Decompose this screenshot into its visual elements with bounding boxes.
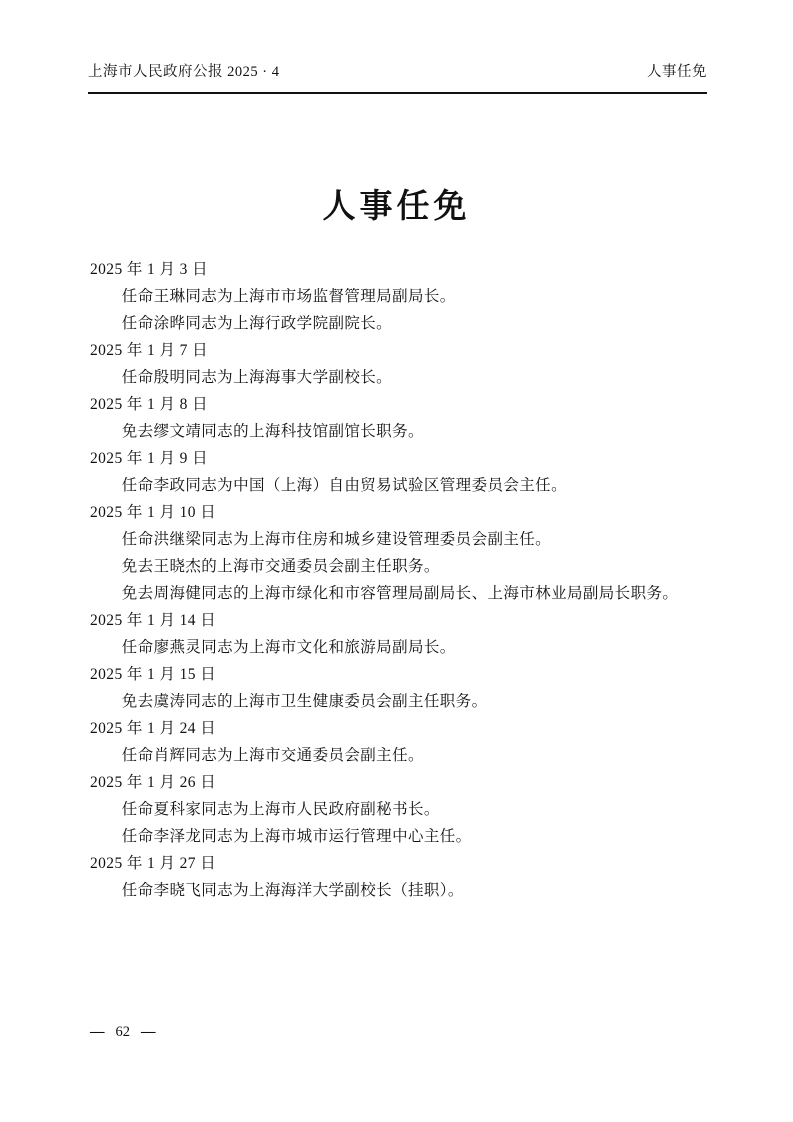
- date-line: 2025 年 1 月 7 日: [90, 342, 208, 359]
- appointments-list: [90, 256, 713, 904]
- date-line: 2025 年 1 月 9 日: [90, 450, 208, 467]
- date-line: 2025 年 1 月 14 日: [90, 612, 217, 629]
- footer-left-dash: —: [90, 1024, 105, 1040]
- appointment-line: 任命李政同志为中国（上海）自由贸易试验区管理委员会主任。: [121, 477, 567, 494]
- appointment-line: 任命殷明同志为上海海事大学副校长。: [121, 369, 393, 386]
- appointment-line: 免去虞涛同志的上海市卫生健康委员会副主任职务。: [121, 693, 488, 710]
- date-line: 2025 年 1 月 27 日: [90, 855, 217, 872]
- date-line: 2025 年 1 月 26 日: [90, 774, 217, 791]
- appointment-line: 任命王琳同志为上海市市场监督管理局副局长。: [121, 288, 456, 305]
- appointment-line: 免去缪文靖同志的上海科技馆副馆长职务。: [121, 423, 424, 440]
- page-footer: [90, 1024, 156, 1041]
- header-publication-title: 上海市人民政府公报 2025 · 4: [88, 64, 280, 80]
- footer-right-dash: —: [141, 1024, 156, 1040]
- appointment-line: 任命涂晔同志为上海行政学院副院长。: [121, 315, 393, 332]
- page-header: [88, 60, 707, 94]
- appointment-line: 免去周海健同志的上海市绿化和市容管理局副局长、上海市林业局副局长职务。: [121, 585, 679, 602]
- appointment-line: 任命李晓飞同志为上海海洋大学副校长（挂职）。: [121, 882, 464, 899]
- header-section-title: 人事任免: [647, 64, 707, 80]
- date-line: 2025 年 1 月 8 日: [90, 396, 208, 413]
- date-line: 2025 年 1 月 24 日: [90, 720, 217, 737]
- appointment-line: 任命洪继梁同志为上海市住房和城乡建设管理委员会副主任。: [121, 531, 552, 548]
- footer-page-number: 62: [115, 1024, 130, 1040]
- appointment-line: 任命肖辉同志为上海市交通委员会副主任。: [121, 747, 424, 764]
- date-line: 2025 年 1 月 15 日: [90, 666, 217, 683]
- appointment-line: 免去王晓杰的上海市交通委员会副主任职务。: [121, 558, 440, 575]
- date-line: 2025 年 1 月 10 日: [90, 504, 217, 521]
- date-line: 2025 年 1 月 3 日: [90, 261, 208, 278]
- appointment-line: 任命夏科家同志为上海市人民政府副秘书长。: [121, 801, 440, 818]
- appointment-line: 任命李泽龙同志为上海市城市运行管理中心主任。: [121, 828, 472, 845]
- page-title: 人事任免: [322, 189, 471, 225]
- appointment-line: 任命廖燕灵同志为上海市文化和旅游局副局长。: [121, 639, 456, 656]
